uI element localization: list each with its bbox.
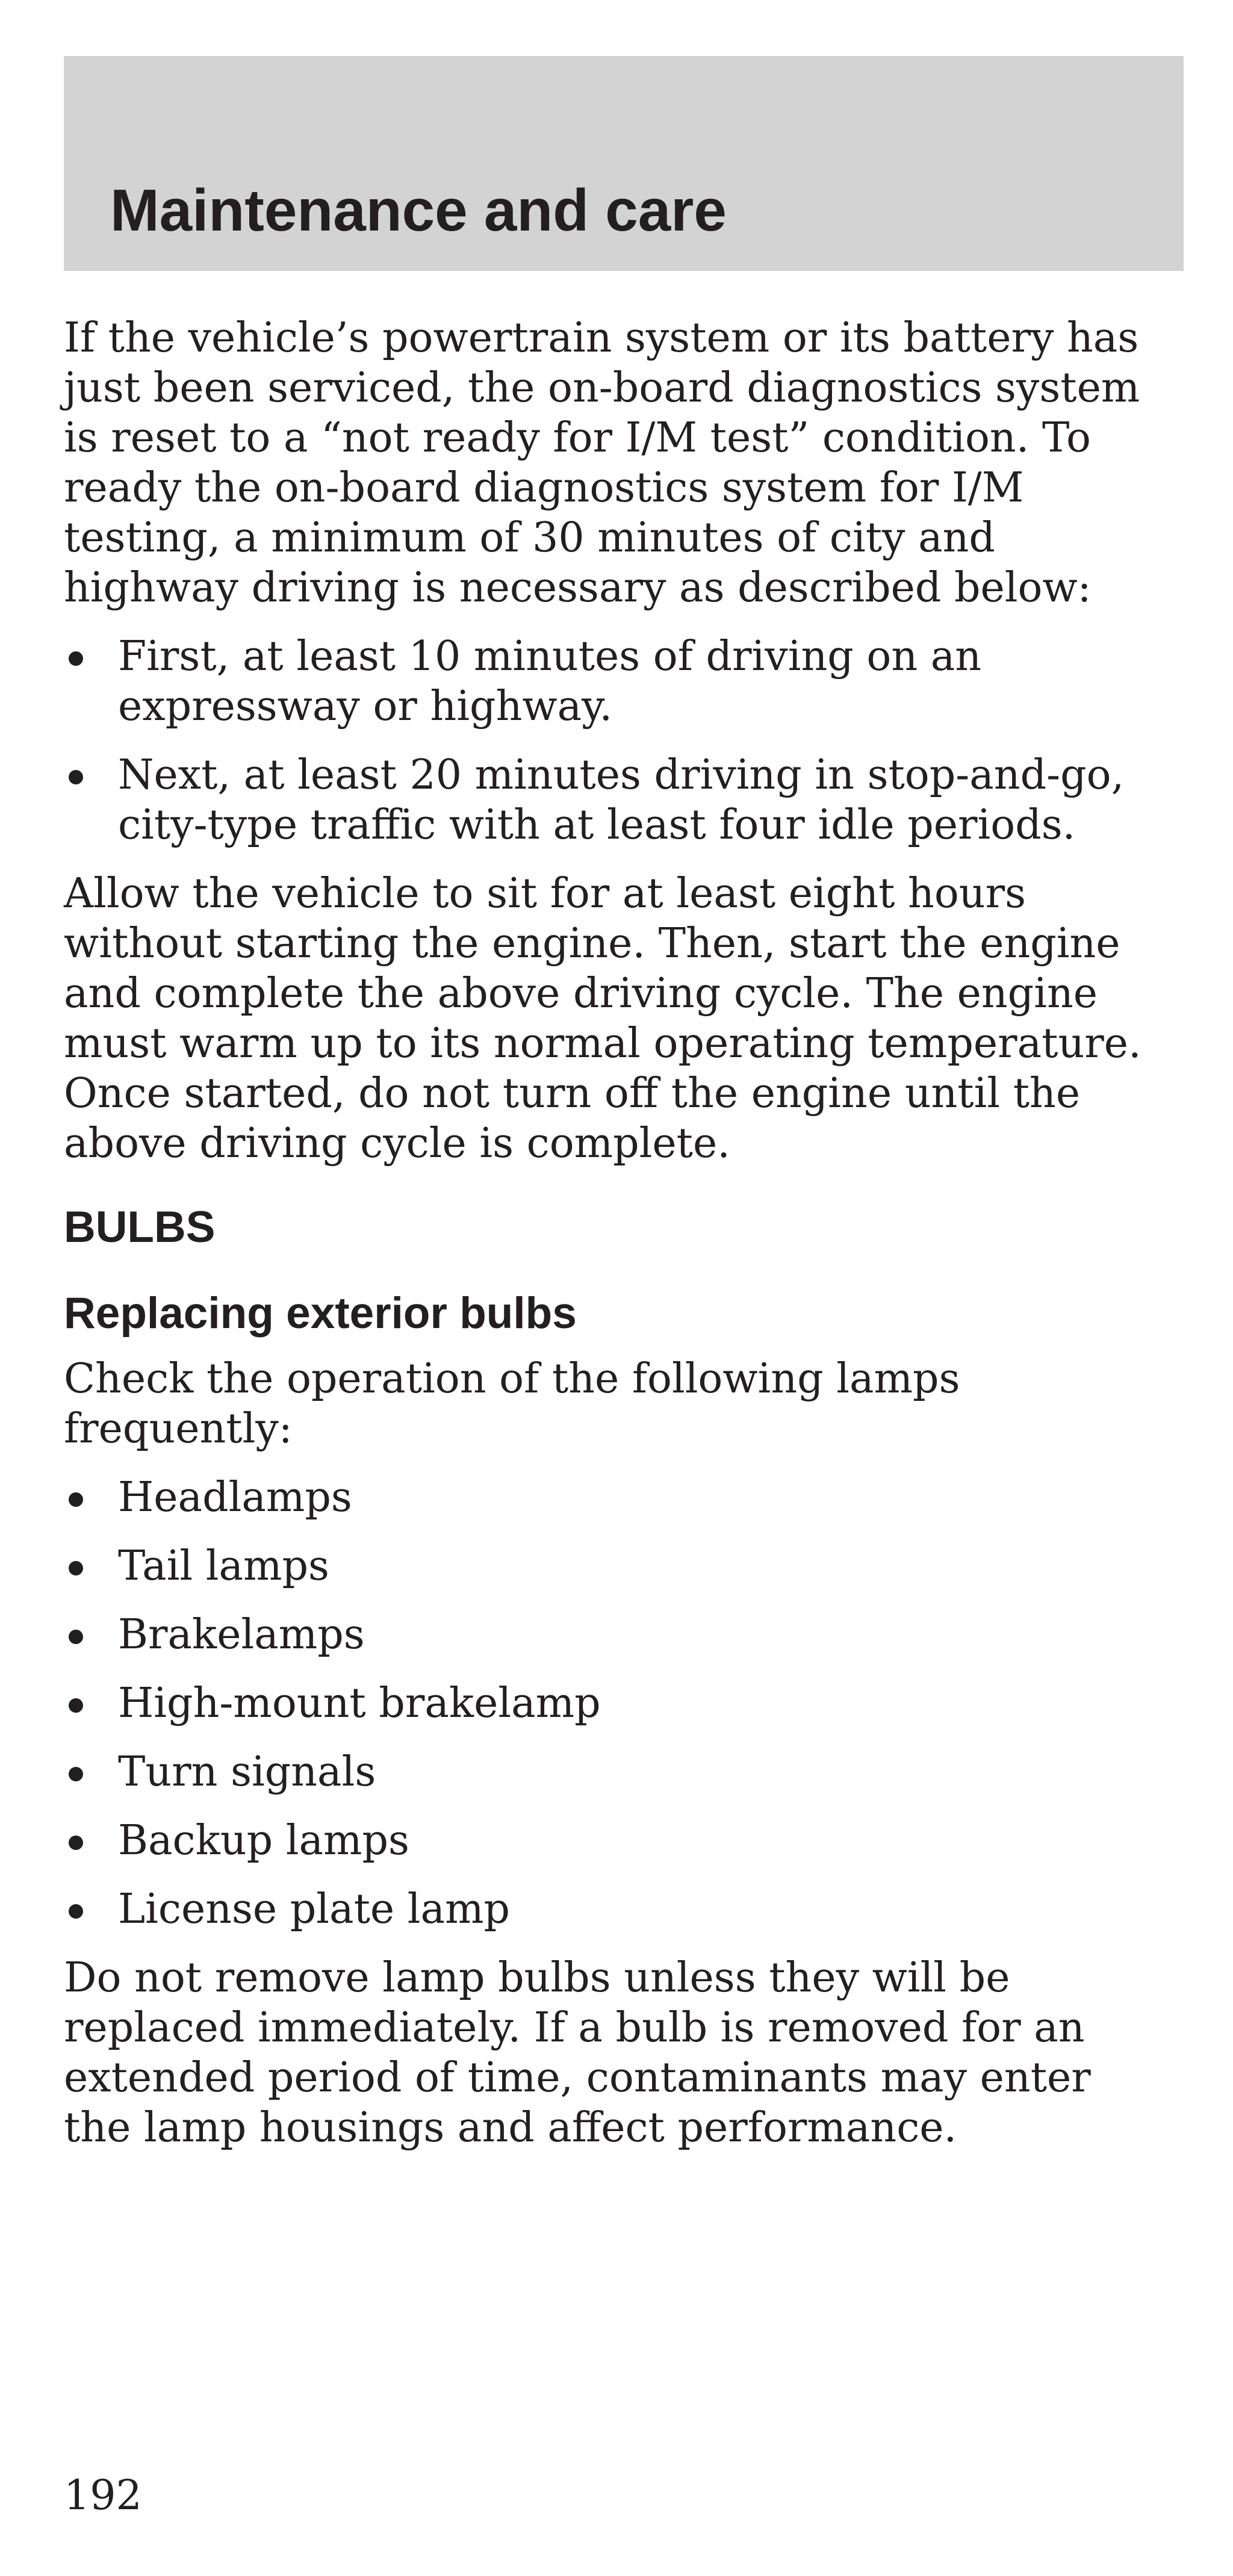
list-item — [64, 1473, 1184, 1522]
text-line: city-type traffic with at least four idle periods. — [118, 801, 1076, 849]
lamps-list — [64, 1473, 1184, 1934]
lamp-label: Tail lamps — [118, 1542, 329, 1590]
text-line: Next, at least 20 minutes driving in stop-and-go, — [118, 751, 1125, 799]
lamp-label: Backup lamps — [118, 1816, 409, 1864]
lamp-label: Headlamps — [118, 1473, 352, 1521]
replacing-bulbs-subheading: Replacing exterior bulbs — [64, 1289, 577, 1338]
list-item — [64, 1610, 1184, 1660]
list-item — [64, 1678, 1184, 1728]
section-title: Maintenance and care — [110, 177, 727, 243]
lamp-label: License plate lamp — [118, 1885, 511, 1933]
text-line: the lamp housings and affect performance. — [64, 2103, 957, 2152]
text-line: Allow the vehicle to sit for at least eight hours — [64, 870, 1026, 917]
list-item — [64, 750, 1184, 850]
list-item — [64, 1816, 1184, 1866]
lamp-label: Brakelamps — [118, 1610, 365, 1659]
bullet-icon — [69, 651, 83, 666]
warning-paragraph — [64, 1953, 1184, 2153]
text-line: testing, a minimum of 30 minutes of city and — [64, 514, 995, 562]
text-line: highway driving is necessary as described below: — [64, 564, 1092, 612]
text-line: ready the on-board diagnostics system for I/M — [64, 464, 1024, 512]
text-line: Once started, do not turn off the engine until the — [64, 1070, 1081, 1117]
text-line: frequently: — [64, 1404, 293, 1453]
lamp-label: Turn signals — [118, 1748, 376, 1796]
list-item — [64, 1541, 1184, 1591]
text-line: is reset to a “not ready for I/M test” condition. To — [64, 414, 1091, 462]
bullet-icon — [69, 1630, 83, 1644]
list-item — [64, 1884, 1184, 1934]
text-line: without starting the engine. Then, start the engine — [64, 920, 1120, 967]
text-line: Check the operation of the following lamps — [64, 1355, 960, 1403]
page-content — [64, 313, 1184, 2153]
text-line: replaced immediately. If a bulb is removed for an — [64, 2003, 1085, 2052]
list-item — [64, 632, 1184, 731]
text-line: extended period of time, contaminants may enter — [64, 2053, 1091, 2102]
bullet-icon — [69, 1698, 83, 1713]
driving-steps-list — [64, 632, 1184, 850]
allow-paragraph — [64, 869, 1184, 1169]
bullet-icon — [69, 1767, 83, 1781]
text-line: above driving cycle is complete. — [64, 1120, 730, 1167]
list-item — [64, 1747, 1184, 1797]
text-line: just been serviced, the on-board diagnostics system — [64, 364, 1140, 412]
bullet-icon — [69, 770, 83, 784]
text-line: If the vehicle’s powertrain system or its battery has — [64, 314, 1139, 362]
bullet-icon — [69, 1561, 83, 1575]
bullet-icon — [69, 1904, 83, 1919]
text-line: must warm up to its normal operating temperature. — [64, 1020, 1141, 1067]
text-line: and complete the above driving cycle. The engine — [64, 970, 1098, 1017]
page-number: 192 — [64, 2472, 142, 2519]
text-line: Do not remove lamp bulbs unless they will be — [64, 1954, 1010, 2002]
lamp-label: High-mount brakelamp — [118, 1679, 601, 1727]
bulbs-heading: BULBS — [64, 1203, 216, 1252]
check-paragraph — [64, 1354, 1184, 1454]
bullet-icon — [69, 1492, 83, 1507]
text-line: expressway or highway. — [118, 683, 613, 730]
text-line: First, at least 10 minutes of driving on an — [118, 633, 982, 680]
intro-paragraph — [64, 313, 1184, 613]
bullet-icon — [69, 1836, 83, 1850]
